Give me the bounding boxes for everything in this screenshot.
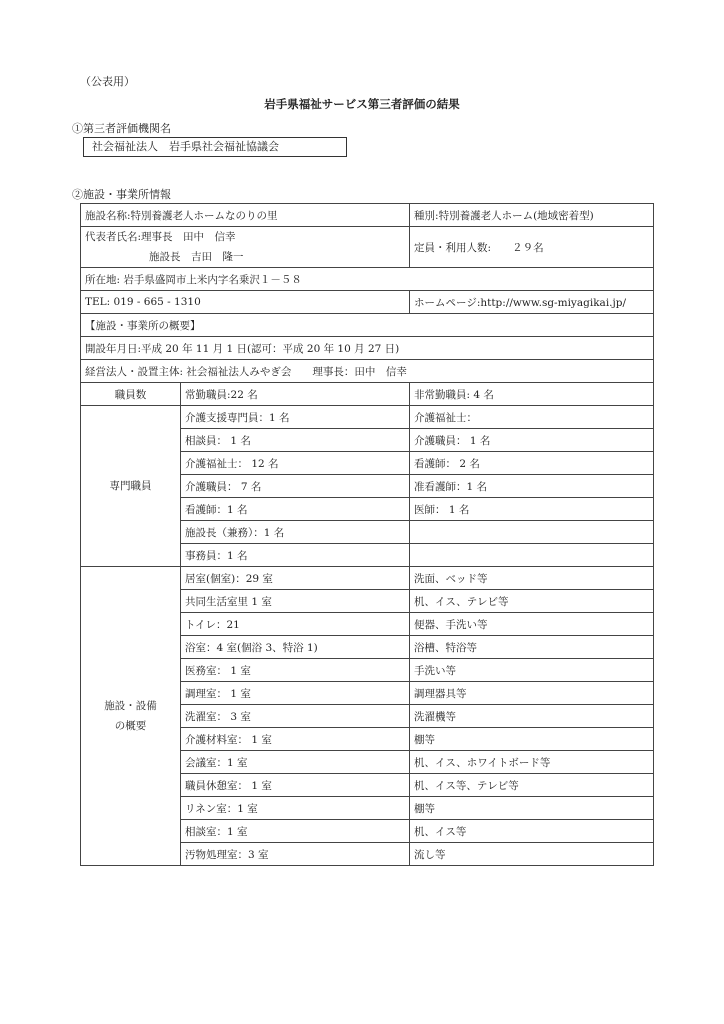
- facility-item: 汚物処理室：3 室: [181, 843, 410, 866]
- homepage: ホームページ:http://www.sg-miyagikai.jp/: [410, 291, 654, 314]
- facility-detail: 流し等: [410, 843, 654, 866]
- facility-item: 調理室： 1 室: [181, 682, 410, 705]
- facility-item: 医務室： 1 室: [181, 659, 410, 682]
- facility-name: 施設名称:特別養護老人ホームなのりの里: [81, 204, 410, 227]
- specialist-row: [81, 406, 654, 429]
- representative-line1: 代表者氏名:理事長 田中 信幸: [85, 231, 236, 243]
- specialist-item: 施設長（兼務）：1 名: [181, 521, 410, 544]
- operator: 経営法人・設置主体: 社会福祉法人みやぎ会 理事長：田中 信幸: [81, 360, 654, 383]
- row-representative: [81, 227, 654, 268]
- telephone: TEL: 019 - 665 - 1310: [81, 291, 410, 314]
- specialist-label-line: 専門職員: [109, 480, 152, 492]
- facility-row: [81, 567, 654, 590]
- row-facility-name: [81, 204, 654, 227]
- specialist-detail: 介護福祉士：: [410, 406, 654, 429]
- row-contact: [81, 291, 654, 314]
- specialist-detail: 介護職員： 1 名: [410, 429, 654, 452]
- specialist-item: 介護支援専門員：1 名: [181, 406, 410, 429]
- facility-item: 居室(個室)：29 室: [181, 567, 410, 590]
- facility-detail: 洗濯機等: [410, 705, 654, 728]
- parttime-staff: 非常勤職員: 4 名: [410, 383, 654, 406]
- section1-heading: ①第三者評価機関名: [72, 122, 171, 135]
- staff-label: 職員数: [81, 383, 181, 406]
- facility-category: 種別:特別養護老人ホーム(地域密着型): [410, 204, 654, 227]
- overview-heading: 【施設・事業所の概要】: [81, 314, 654, 337]
- facility-item: リネン室：1 室: [181, 797, 410, 820]
- row-staff-count: [81, 383, 654, 406]
- specialist-detail: [410, 521, 654, 544]
- row-overview-heading: [81, 314, 654, 337]
- facility-item: トイレ：21: [181, 613, 410, 636]
- row-address: [81, 268, 654, 291]
- facility-label-line: の概要: [114, 720, 147, 732]
- facility-detail: 棚等: [410, 797, 654, 820]
- facility-info-table: [80, 203, 654, 866]
- facility-detail: 机、イス等、テレビ等: [410, 774, 654, 797]
- facility-detail: 机、イス等: [410, 820, 654, 843]
- facility-detail: 手洗い等: [410, 659, 654, 682]
- facility-detail: 便器、手洗い等: [410, 613, 654, 636]
- row-opened: [81, 337, 654, 360]
- facility-item: 洗濯室： 3 室: [181, 705, 410, 728]
- public-note: （公表用）: [80, 75, 135, 88]
- facility-detail: 調理器具等: [410, 682, 654, 705]
- facility-item: 相談室：1 室: [181, 820, 410, 843]
- specialist-item: 看護師：1 名: [181, 498, 410, 521]
- facility-item: 会議室：1 室: [181, 751, 410, 774]
- facility-detail: 棚等: [410, 728, 654, 751]
- opened-date: 開設年月日:平成 20 年 11 月 1 日(認可：平成 20 年 10 月 27 日): [81, 337, 654, 360]
- specialist-item: 介護職員： 7 名: [181, 475, 410, 498]
- evaluator-org-box: 社会福祉法人 岩手県社会福祉協議会: [83, 137, 347, 157]
- facility-detail: 浴槽、特浴等: [410, 636, 654, 659]
- facility-label-line: 施設・設備: [104, 700, 157, 712]
- facility-item: 職員休憩室： 1 室: [181, 774, 410, 797]
- specialist-item: 相談員： 1 名: [181, 429, 410, 452]
- fulltime-staff: 常勤職員:22 名: [181, 383, 410, 406]
- specialist-item: 介護福祉士： 12 名: [181, 452, 410, 475]
- specialist-detail: [410, 544, 654, 567]
- facility-detail: 机、イス、ホワイトボード等: [410, 751, 654, 774]
- address: 所在地: 岩手県盛岡市上米内字名乗沢１－５８: [81, 268, 654, 291]
- page-title: 岩手県福祉サービス第三者評価の結果: [264, 97, 460, 111]
- facility-item: 介護材料室： 1 室: [181, 728, 410, 751]
- facility-detail: 机、イス、テレビ等: [410, 590, 654, 613]
- facility-item: 共同生活室里 1 室: [181, 590, 410, 613]
- specialist-detail: 准看護師：1 名: [410, 475, 654, 498]
- facility-label: [81, 567, 181, 866]
- representative: [81, 227, 410, 268]
- specialist-item: 事務員：1 名: [181, 544, 410, 567]
- specialist-detail: 医師： 1 名: [410, 498, 654, 521]
- facility-detail: 洗面、ベッド等: [410, 567, 654, 590]
- section2-heading: ②施設・事業所情報: [72, 188, 171, 201]
- specialist-label: [81, 406, 181, 567]
- row-operator: [81, 360, 654, 383]
- specialist-detail: 看護師： 2 名: [410, 452, 654, 475]
- representative-line2: 施設長 吉田 隆一: [149, 251, 244, 263]
- capacity: 定員・利用人数: ２９名: [410, 227, 654, 268]
- facility-item: 浴室：4 室(個浴 3、特浴 1): [181, 636, 410, 659]
